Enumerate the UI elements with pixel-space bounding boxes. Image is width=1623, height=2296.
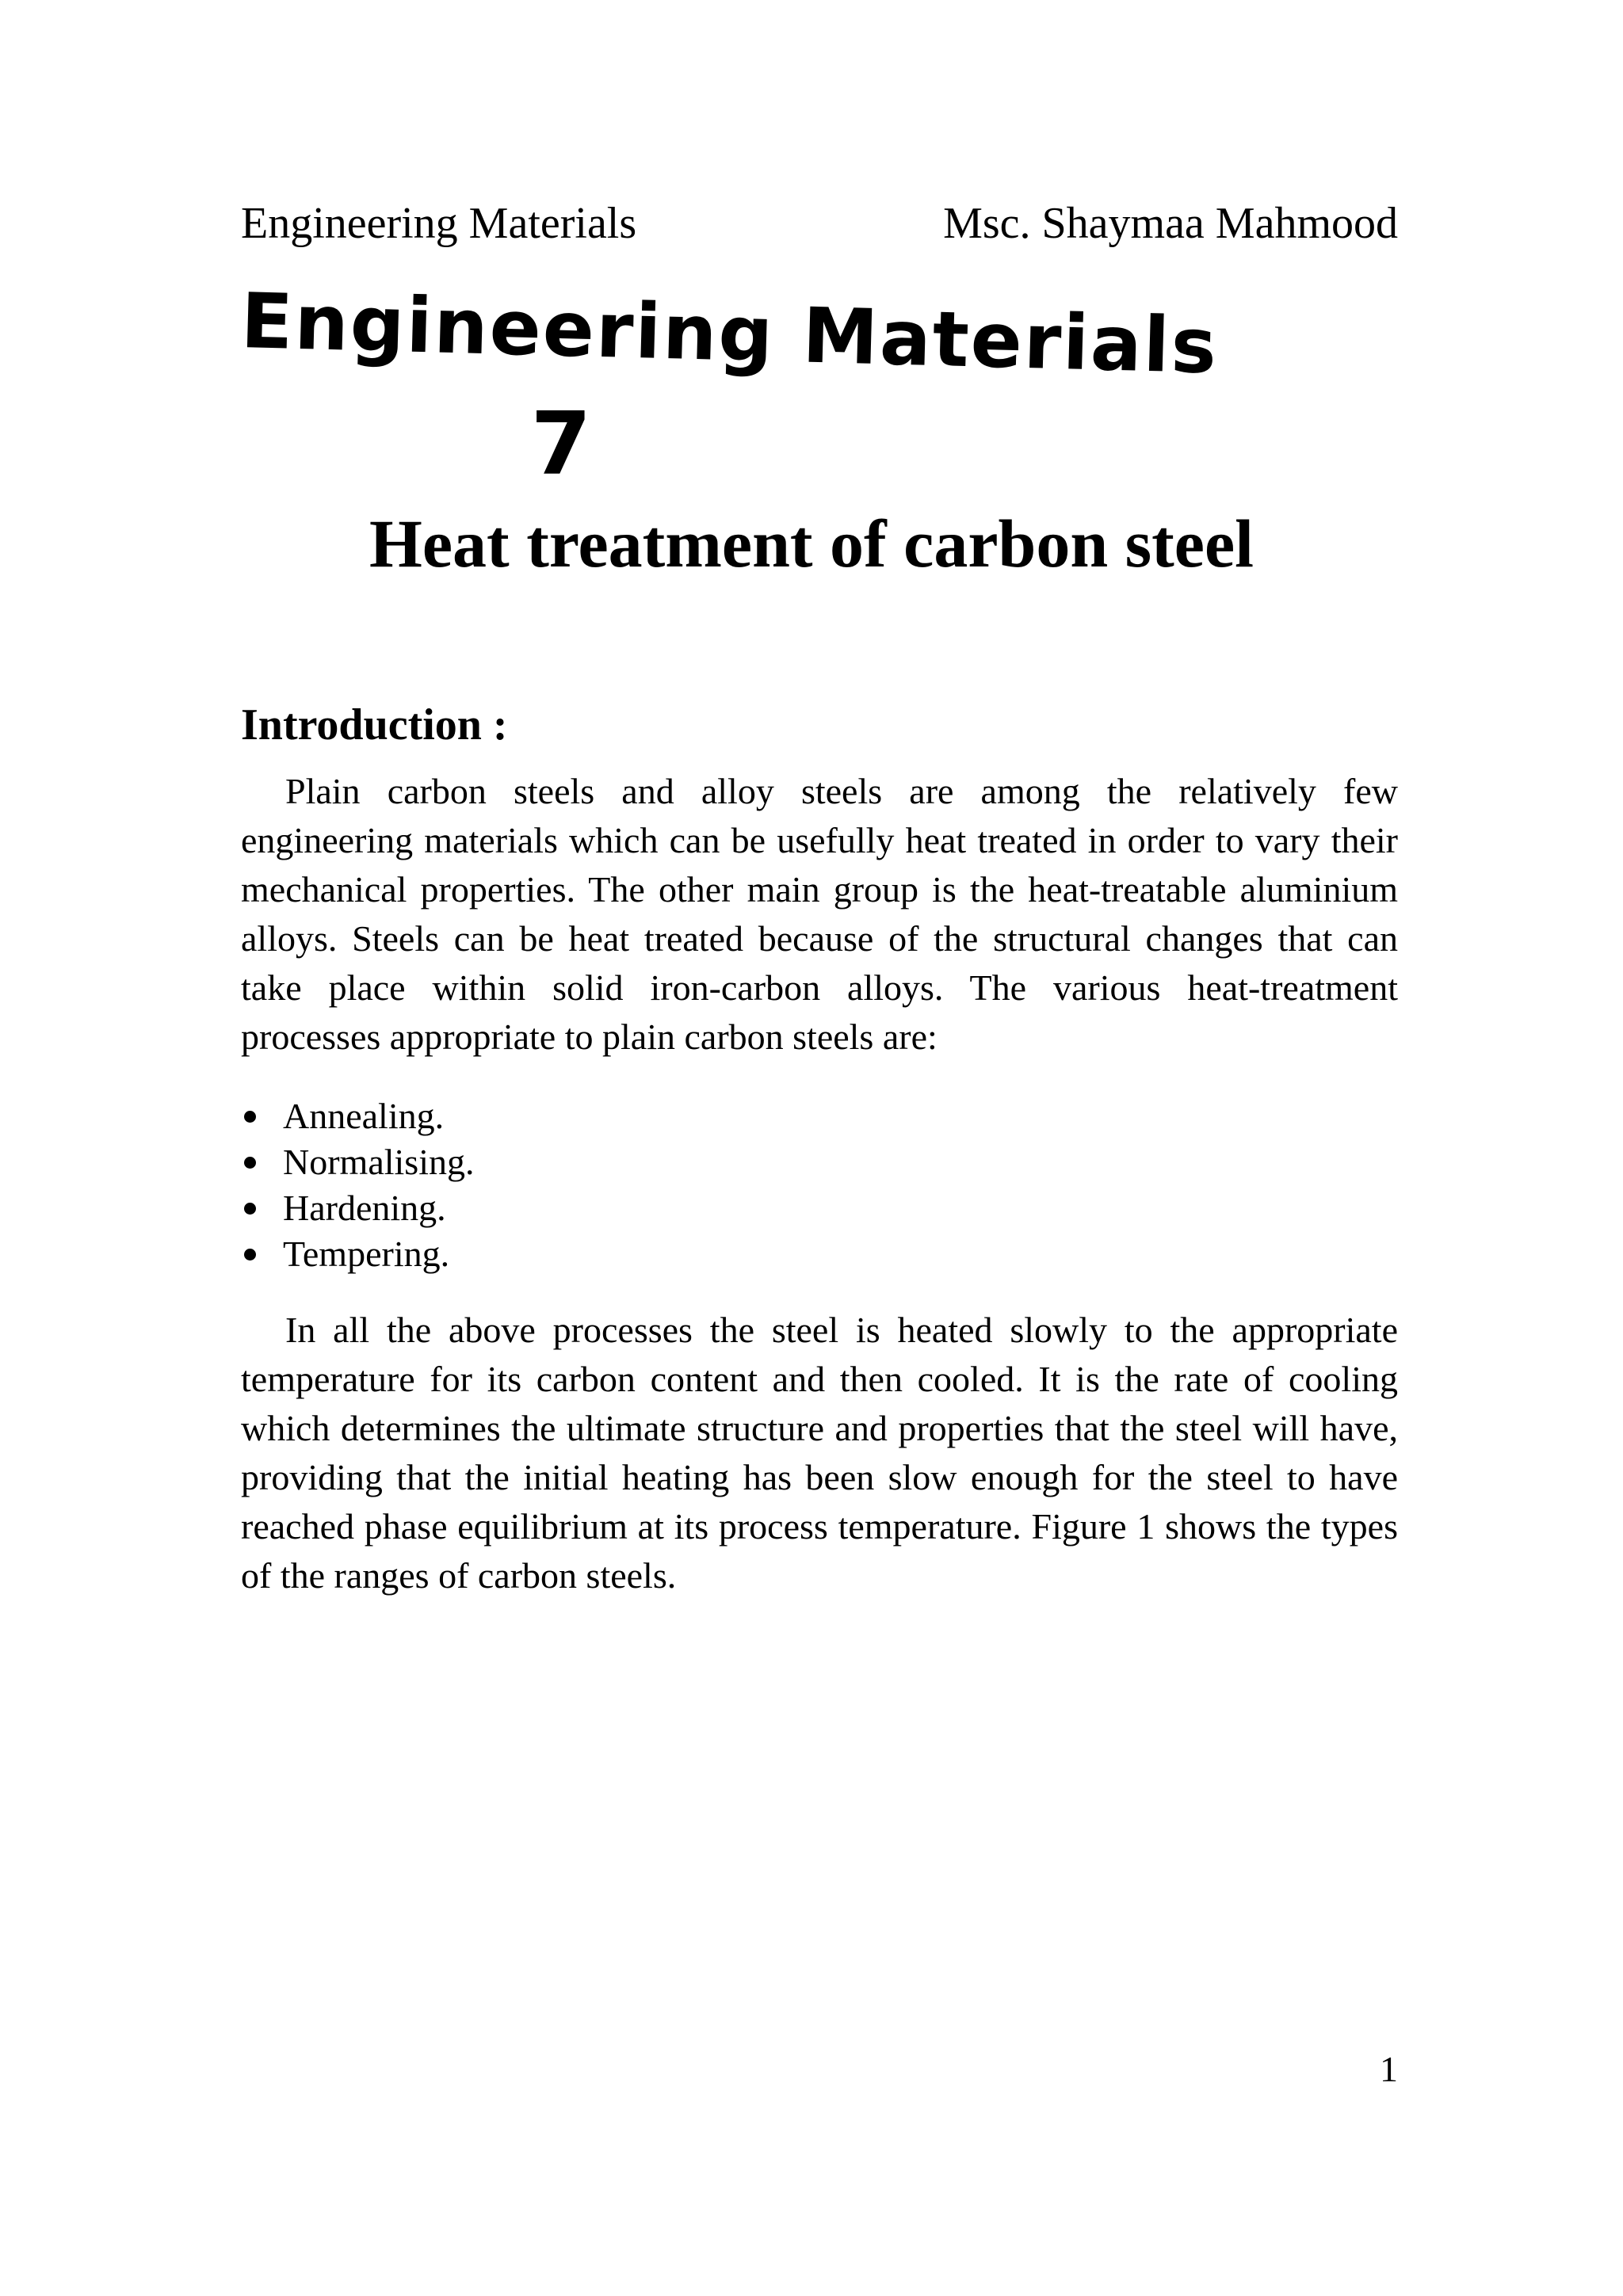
header-course-title: Engineering Materials [241, 199, 637, 248]
document-title: Engineering Materials [239, 277, 1220, 391]
header-author: Msc. Shaymaa Mahmood [943, 199, 1398, 248]
list-item [241, 1139, 1398, 1185]
title-block [239, 277, 1287, 391]
list-item [241, 1093, 1398, 1139]
page-number: 1 [1380, 2049, 1398, 2089]
lecture-subtitle: Heat treatment of carbon steel [369, 505, 1254, 582]
list-item [241, 1185, 1398, 1231]
bullet-icon [244, 1111, 256, 1123]
lecture-number: 7 [530, 393, 592, 494]
intro-paragraph: Plain carbon steels and alloy steels are among the relatively few engineering materials which can be usefully heat treated in order to vary their mechanical properties. The other main group is the heat-treatable aluminium alloys. Steels can be heat treated because of the structural changes that can take place within solid iron-carbon alloys. The various heat-treatment processes appropriate to plain carbon steels are: [241, 771, 1398, 1057]
cooling-paragraph: In all the above processes the steel is heated slowly to the appropriate temperature for its carbon content and then cooled. It is the rate of cooling which determines the ultimate structure and properties that the steel will have, providing that the initial heating has been slow enough for the steel to have reached phase equilibrium at its process temperature. Figure 1 shows the types of the ranges of carbon steels. [241, 1310, 1398, 1596]
page-header [241, 198, 1398, 249]
list-item-label: Tempering. [283, 1234, 450, 1274]
bullet-icon [244, 1249, 256, 1261]
list-item [241, 1231, 1398, 1277]
main-content [241, 697, 1398, 1600]
bullet-icon [244, 1157, 256, 1169]
list-item-label: Normalising. [283, 1142, 475, 1182]
process-list [241, 1093, 1398, 1277]
list-item-label: Hardening. [283, 1188, 446, 1228]
list-item-label: Annealing. [283, 1096, 445, 1136]
bullet-icon [244, 1203, 256, 1215]
section-heading-introduction: Introduction : [241, 700, 508, 749]
